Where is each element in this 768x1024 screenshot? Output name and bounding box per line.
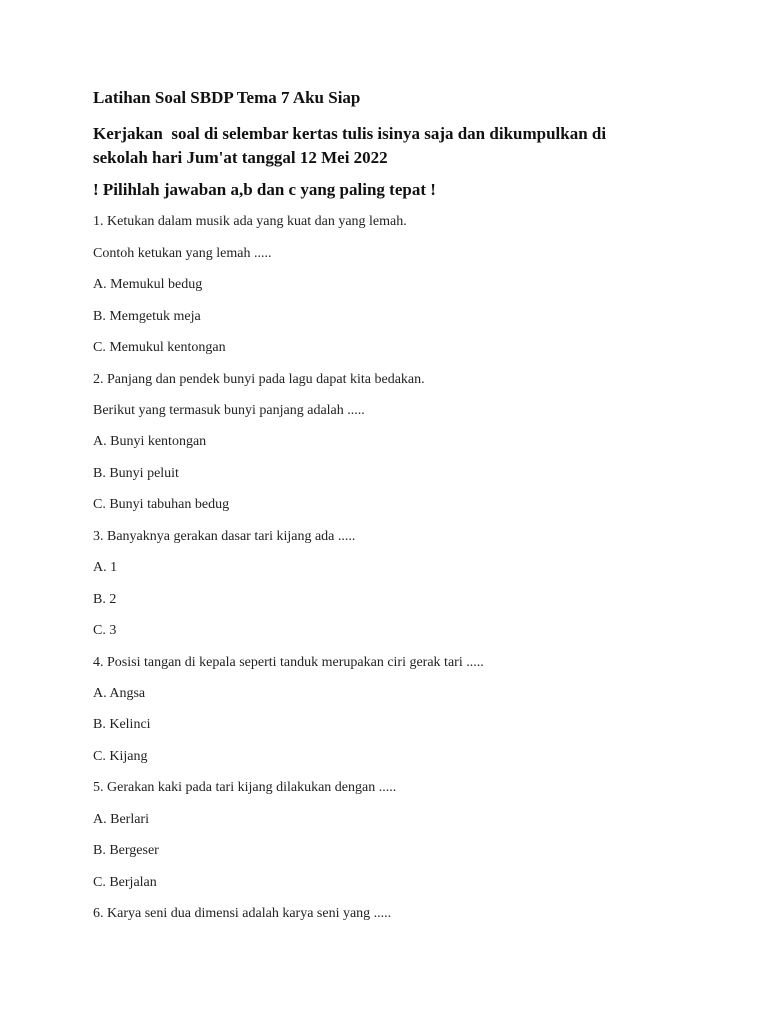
document-title: Latihan Soal SBDP Tema 7 Aku Siap [93,88,361,107]
directive-text: ! Pilihlah jawaban a,b dan c yang paling tepat ! [93,180,436,199]
answer-option: A. Berlari [93,812,149,827]
question-5: 5. Gerakan kaki pada tari kijang dilakukan dengan ..... [93,780,397,795]
answer-option: B. Kelinci [93,717,151,732]
answer-option: C. 3 [93,623,117,638]
answer-option: C. Bunyi tabuhan bedug [93,497,230,512]
answer-option: A. Angsa [93,686,146,701]
question-1: 1. Ketukan dalam musik ada yang kuat dan yang lemah. [93,214,407,229]
question-4: 4. Posisi tangan di kepala seperti tanduk merupakan ciri gerak tari ..... [93,655,484,670]
answer-option: C. Kijang [93,749,148,764]
answer-option: A. Bunyi kentongan [93,434,207,449]
answer-option: B. Bunyi peluit [93,466,179,481]
question-2: 2. Panjang dan pendek bunyi pada lagu dapat kita bedakan. [93,372,425,387]
answer-option: C. Memukul kentongan [93,340,226,355]
question-2-prompt: Berikut yang termasuk bunyi panjang adalah ..... [93,403,365,418]
answer-option: B. Bergeser [93,843,159,858]
answer-option: A. Memukul bedug [93,277,203,292]
instruction-line: Kerjakan soal di selembar kertas tulis isinya saja dan dikumpulkan di [93,124,607,143]
question-3: 3. Banyaknya gerakan dasar tari kijang ada ..... [93,529,356,544]
answer-option: C. Berjalan [93,875,157,890]
question-1-prompt: Contoh ketukan yang lemah ..... [93,246,272,261]
answer-option: B. 2 [93,592,117,607]
question-6: 6. Karya seni dua dimensi adalah karya seni yang ..... [93,906,392,921]
answer-option: B. Memgetuk meja [93,309,201,324]
instruction-paragraph [93,122,693,170]
answer-option: A. 1 [93,560,118,575]
instruction-line: sekolah hari Jum'at tanggal 12 Mei 2022 [93,148,388,167]
